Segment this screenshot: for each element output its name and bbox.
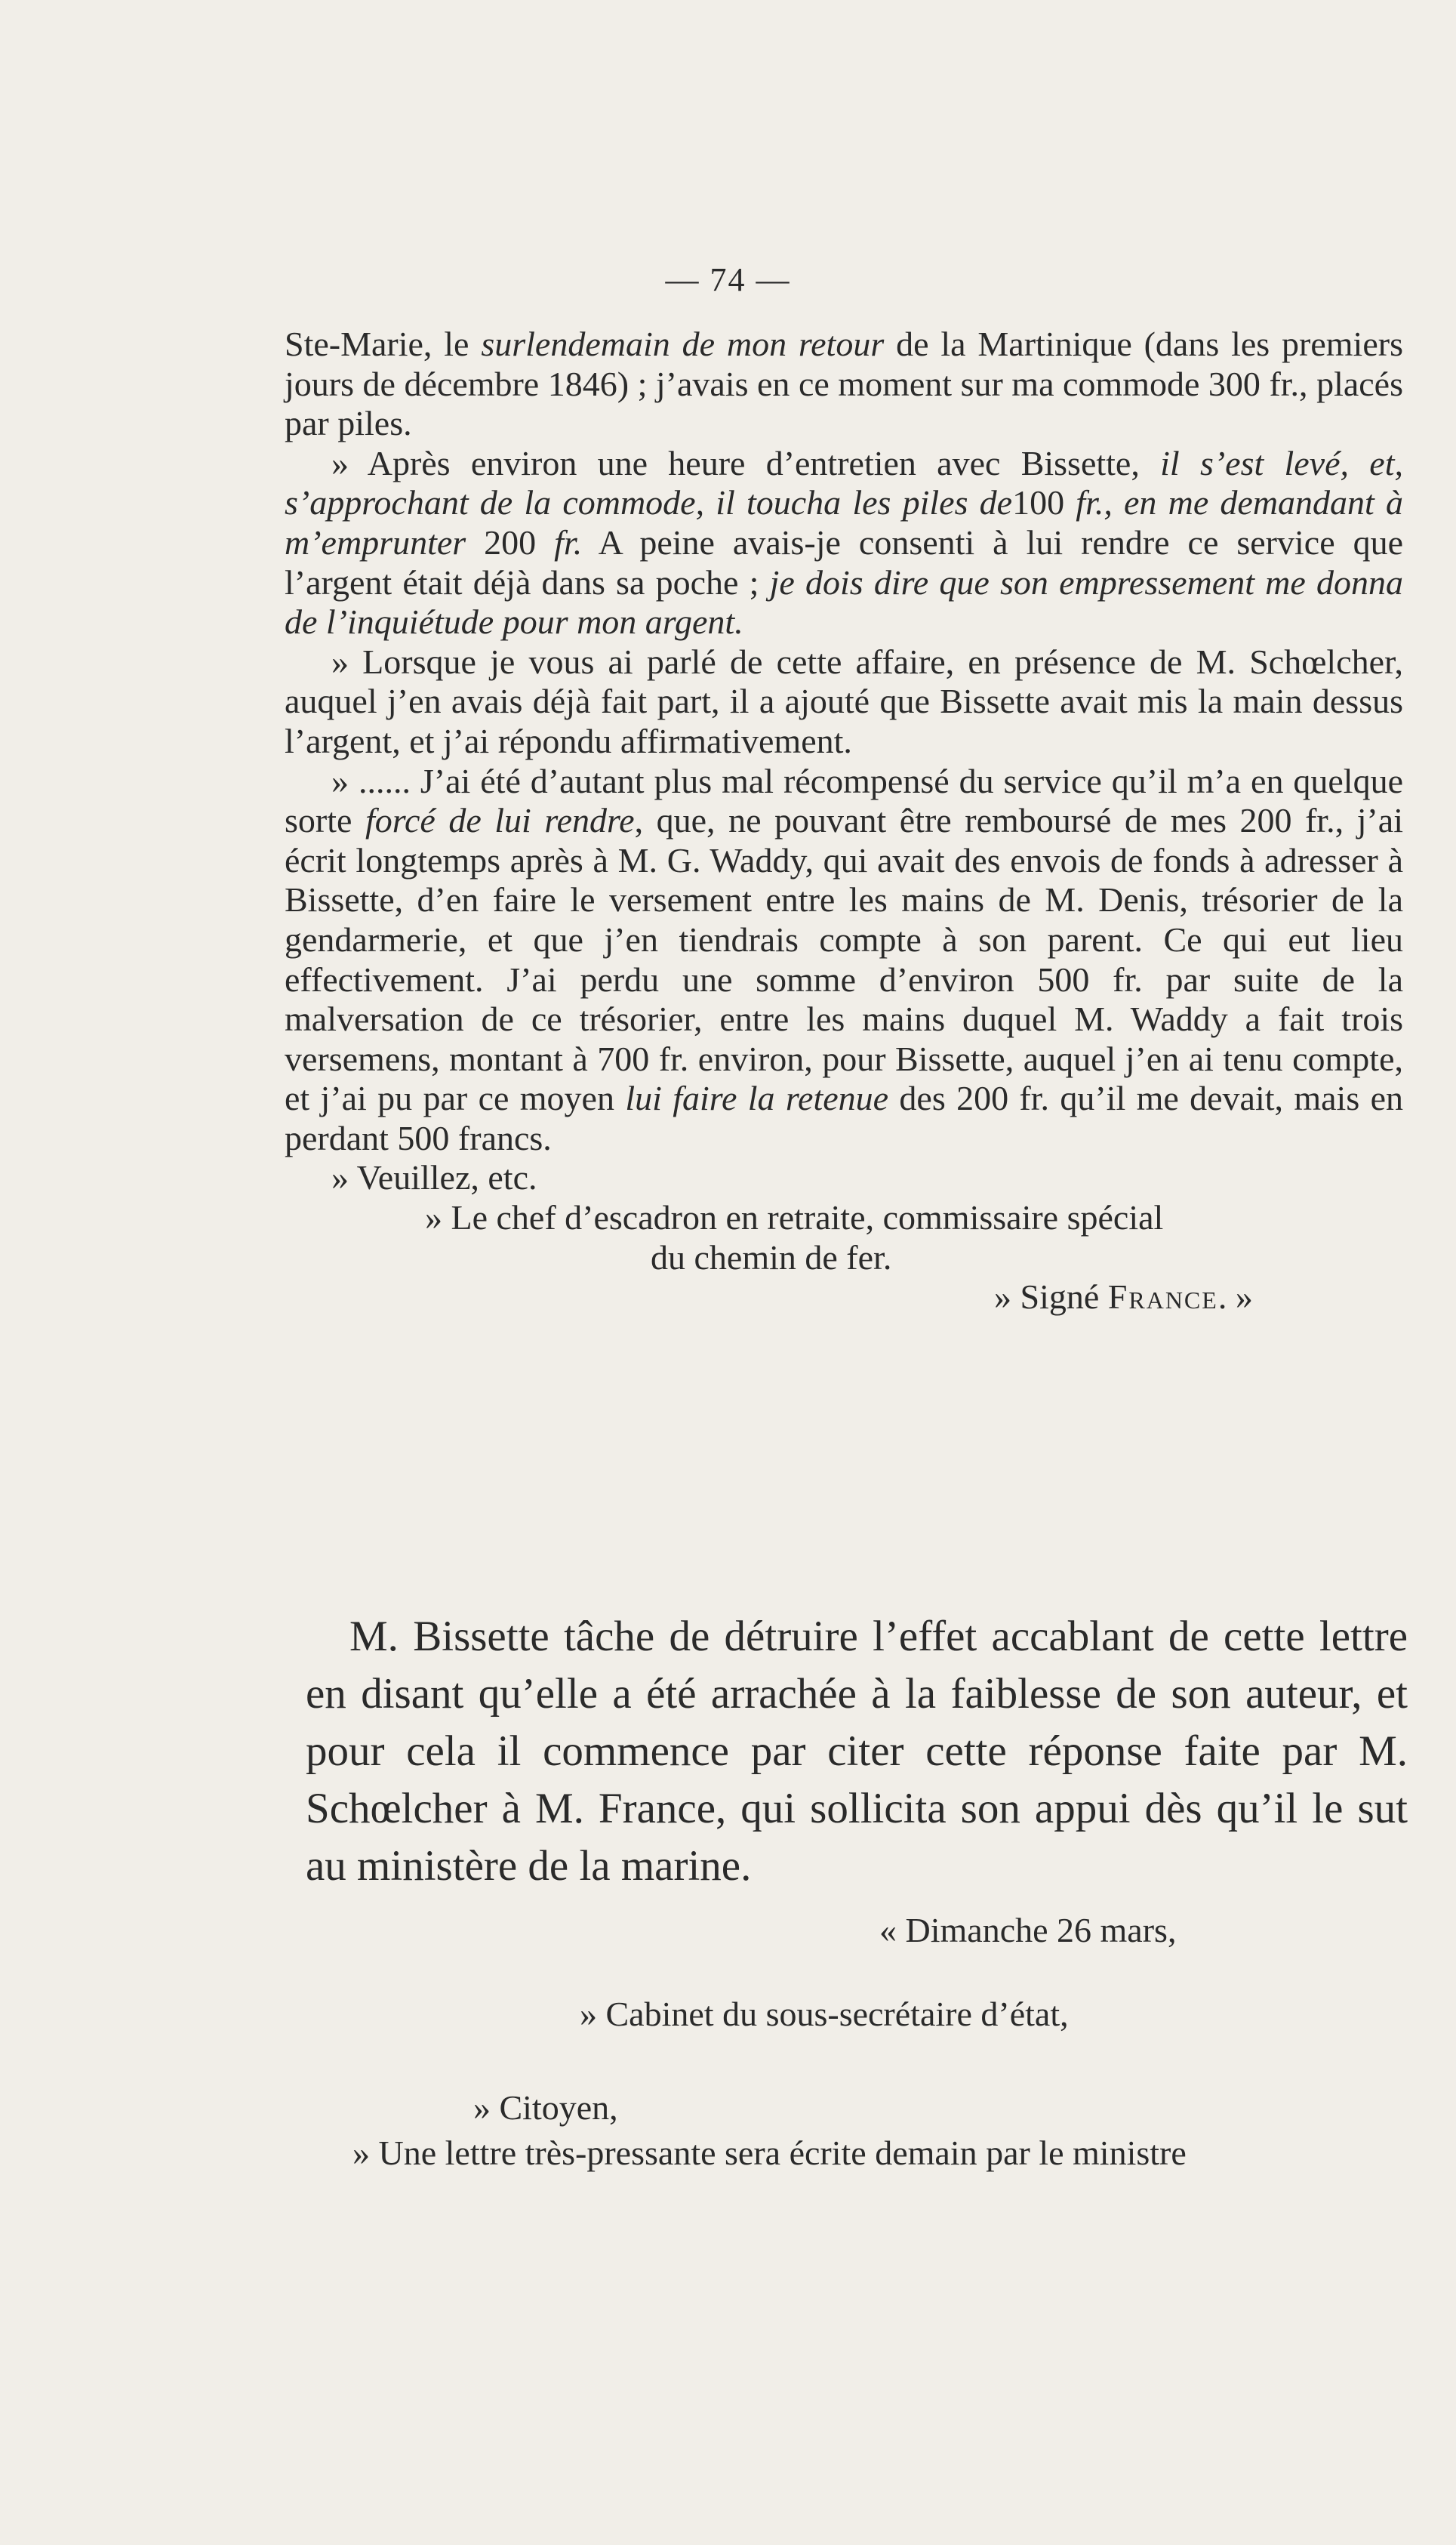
italic-run: il s’est levé, et, s’approchant de la commode, il toucha les piles de — [285, 443, 1404, 522]
narration-paragraph: M. Bissette tâche de détruire l’effet accablant de cette lettre en disant qu’elle a été arrachée à la faiblesse de son auteur, et pour cela il commence par citer cette réponse faite par M. Schœlcher à M. France, qui sollicita son appui dès qu’il le sut au ministère de la marine. — [306, 1613, 1408, 1890]
letter-paragraph-3: » Lorsque je vous ai parlé de cette affaire, en présence de M. Schœlcher, auquel j’en avais déjà fait part, il a ajouté que Bissette avait mis la main dessus l’argent, et j’ai répondu affirmativement. — [285, 642, 1403, 760]
reply-cabinet: » Cabinet du sous-secrétaire d’état, — [580, 1995, 1069, 2033]
page-number: — 74 — — [665, 261, 791, 298]
reply-date: « Dimanche 26 mars, — [879, 1911, 1177, 1949]
signature-title: » Le chef d’escadron en retraite, commissaire spécial — [425, 1198, 1164, 1237]
text-run: A peine avais-je consenti à lui rendre ce service que l’argent était déjà dans sa poche ; — [285, 522, 1403, 602]
italic-run: fr. — [554, 522, 583, 562]
text-run: de la Martinique (dans les premiers jours de décembre 1846) ; j’avais en ce moment sur ma commode 300 fr., placés par piles. — [285, 325, 1403, 443]
italic-run: forcé de lui rendre — [365, 801, 635, 840]
text-run: 100 — [1012, 483, 1076, 522]
text-run: , que, ne pouvant être remboursé de mes 200 fr., j’ai écrit longtemps après à M. G. Waddy, qui avait des envois de fonds à adresser à Bissette, d’en faire le versement entre les mains de M. Denis, trésorier de la gendarmerie, et que j’en tiendrais compte à son parent. Ce qui eut lieu effectivement. J’ai perdu une somme d’environ 500 fr. par suite de la malversation de ce trésorier, entre les mains duquel M. Waddy a fait trois versemens, montant à 700 fr. environ, pour Bissette, auquel j’en ai tenu compte, et j’ai pu par ce moyen — [285, 801, 1403, 1118]
italic-run: fr., en me demandant à m’emprunter — [285, 483, 1403, 562]
quoted-reply — [306, 1910, 1408, 2174]
text-run: . » — [1217, 1277, 1253, 1317]
text-run: Ste-Marie, le — [285, 325, 482, 363]
narration — [306, 1608, 1408, 1895]
letter-paragraph-4 — [285, 762, 1403, 1159]
text-run: 200 — [466, 522, 555, 562]
text-run: » Après environ une heure d’entretien avec Bissette, — [331, 443, 1161, 482]
text-run: » Signé — [994, 1277, 1108, 1317]
reply-salutation: » Citoyen, — [473, 2088, 618, 2127]
italic-run: surlendemain de mon retour — [481, 325, 885, 363]
italic-run: je dois dire que son empressement me donna de l’inquiétude pour mon argent. — [285, 562, 1403, 642]
signatory-name: France — [1107, 1277, 1218, 1317]
letter-paragraph-2 — [285, 444, 1403, 642]
signature-title-2: du chemin de fer. — [651, 1237, 892, 1277]
text-run: » ...... J’ai été d’autant plus mal récompensé du service qu’il m’a en quelque sorte — [285, 761, 1403, 840]
letter-closing: » Veuillez, etc. — [331, 1158, 537, 1197]
quoted-letter — [285, 325, 1403, 1317]
letter-paragraph-1 — [285, 325, 1403, 444]
reply-first-line: » Une lettre très-pressante sera écrite demain par le ministre — [352, 2134, 1187, 2172]
signature — [285, 1277, 1403, 1317]
text-run: des 200 fr. qu’il me devait, mais en perdant 500 francs. — [285, 1079, 1403, 1157]
italic-run: lui faire la retenue — [625, 1079, 889, 1118]
